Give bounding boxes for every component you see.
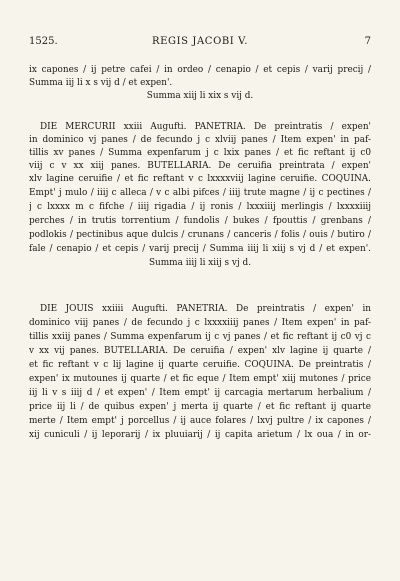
text-line: viij c v xx xiij panes. BUTELLARIA. De ceruifia preintrata / expen' bbox=[29, 161, 371, 171]
summa-line: Summa xiij li xix s vij d. bbox=[146, 91, 254, 101]
text-line: tillis xv panes / Summa expenfarum j c lxix panes / et fic reftant ij c0 bbox=[29, 148, 371, 158]
text-line: v xx vij panes. BUTELLARIA. De ceruifia / expen' xlv lagine ij quarte / bbox=[29, 346, 371, 356]
header-year: 1525. bbox=[29, 36, 58, 47]
text-line: tillis xxiij panes / Summa expenfarum ij c vj panes / et fic reftant ij c0 vj c bbox=[29, 332, 371, 342]
text-line: Empt' j mulo / iiij c alleca / v c albi pifces / iiij trute magne / ij c pectines / bbox=[29, 188, 371, 198]
text-line: xij cuniculi / ij leporarij / ix pluuiarij / ij capita arietum / lx oua / in or- bbox=[29, 430, 371, 440]
text-line: Summa iij li x s vij d / et expen'. bbox=[29, 78, 173, 88]
text-line: expen' ix mutounes ij quarte / et fic eque / Item empt' xiij mutones / price bbox=[29, 374, 371, 384]
text-line: perches / in trutis torrentium / fundolis / bukes / fpouttis / grenbans / bbox=[29, 216, 371, 226]
text-line: ix capones / ij petre cafei / in ordeo / cenapio / et cepis / varij precij / bbox=[29, 65, 371, 75]
text-line: podlokis / pectinibus aque dulcis / crunans / canceris / folis / ouis / butiro / bbox=[29, 230, 371, 240]
running-header bbox=[29, 36, 371, 50]
text-line: in dominico vj panes / de fecundo j c xlviij panes / Item expen' in paf- bbox=[29, 135, 371, 145]
header-title: REGIS JACOBI V. bbox=[151, 36, 248, 47]
summa-line: Summa iiij li xiij s vj d. bbox=[148, 258, 252, 268]
text-line: dominico viij panes / de fecundo j c lxxxxiiij panes / Item expen' in paf- bbox=[29, 318, 371, 328]
text-line: fale / cenapio / et cepis / varij precij / Summa iiij li xiij s vj d / et expen'. bbox=[29, 244, 371, 254]
page-number: 7 bbox=[364, 36, 371, 47]
entry-heading-line: DIE MERCURII xxiii Augufti. PANETRIA. De preintratis / expen' bbox=[40, 122, 371, 132]
text-line: merte / Item empt' j porcellus / ij auce folares / lxvj pultre / ix capones / bbox=[29, 416, 371, 426]
text-line: iij li v s iiij d / et expen' / Item empt' ij carcagia mertarum herbalium / bbox=[29, 388, 371, 398]
text-line: j c lxxxx m c fifche / iiij rigadia / ij ronis / lxxxiiij merlingis / lxxxxiiij bbox=[29, 202, 371, 212]
text-line: xlv lagine ceruifie / et fic reftant v c lxxxxviij lagine ceruifie. COQUINA. bbox=[29, 174, 371, 184]
text-line: et fic reftant v c lij lagine ij quarte ceruifie. COQUINA. De preintratis / bbox=[29, 360, 371, 370]
entry-heading-line: DIE JOUIS xxiiii Augufti. PANETRIA. De preintratis / expen' in bbox=[40, 304, 371, 314]
text-line: price iij li / de quibus expen' j merta ij quarte / et fic reftant ij quarte bbox=[29, 402, 371, 412]
